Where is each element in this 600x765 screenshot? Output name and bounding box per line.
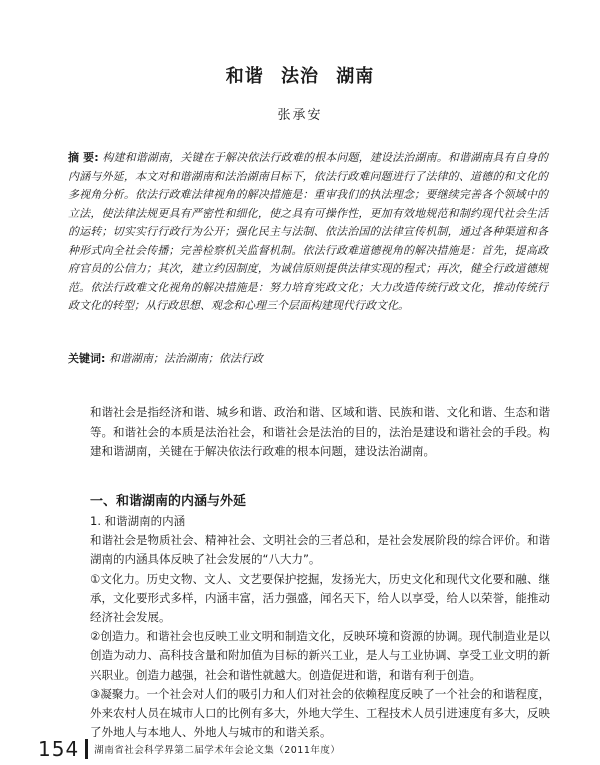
body-paragraph: ②创造力。和谐社会也反映工业文明和制造文化，反映环境和资源的协调。现代制造业是以创造为动力、高科技含量和附加值为目标的新兴工业，是人与工业协调、享受工业文明的新兴职业。创造力越强，社会和谐性就越大。创造促进和谐，和谐有利于创造。 xyxy=(90,629,550,682)
body-paragraph: ③凝聚力。一个社会对人们的吸引力和人们对社会的依赖程度反映了一个社会的和谐程度，外来农村人员在城市人口的比例有多大，外地大学生、工程技术人员引进速度有多大，反映了外地人与本地人、外地人与城市的和谐关系。 xyxy=(90,686,550,740)
intro-text: 和谐社会是指经济和谐、城乡和谐、政治和谐、区域和谐、民族和谐、文化和谐、生态和谐等。和谐社会的本质是法治社会，和谐社会是法治的目的，法治是建设和谐社会的手段。构建和谐湖南，关键在于解决依法行政难的根本问题，建设法治湖南。 xyxy=(90,405,550,458)
subsection-heading: 1. 和谐湖南的内涵 xyxy=(90,514,186,528)
page-footer xyxy=(38,737,340,761)
intro-paragraph xyxy=(90,403,550,462)
keywords xyxy=(68,350,548,368)
journal-name: 湖南省社会科学界第二届学术年会论文集（2011年度） xyxy=(94,745,341,756)
section-heading: 一、和谐湖南的内涵与外延 xyxy=(90,494,247,509)
section-body xyxy=(90,512,550,742)
body-paragraph: ①文化力。历史文物、文人、文艺要保护挖掘，发扬光大，历史文化和现代文化要和融、继承，文化要形式多样，内涵丰富，活力强盛，闻名天下，给人以享受，给人以荣誉，能推动经济社会发展。 xyxy=(90,571,550,625)
abstract-label: 摘 要: xyxy=(68,151,99,164)
article-title: 和谐 法治 湖南 xyxy=(225,66,375,87)
keywords-text: 和谐湖南；法治湖南；依法行政 xyxy=(108,352,263,365)
abstract-text: 构建和谐湖南，关键在于解决依法行政难的根本问题，建设法治湖南。和谐湖南具有自身的内涵与外延，本文对和谐湖南和法治湖南目标下，依法行政难问题进行了法律的、道德的和文化的多视角分析。依法行政难法律视角的解决措施是：重审我们的执法理念；要继续完善各个领域中的立法，使法律法规更具有严密性和细化，使之具有可操作性，更加有效地规范和制约现代社会生活的运转；切实实行行政行为公开；强化民主与法制、依法治国的法律宣传机制，通过各种渠道和各种形式向全社会传播；完善检察机关监督机制。依法行政难道德视角的解决措施是：首先，提高政府官员的公信力；其次，建立约因制度，为诚信原则提供法律实现的程式；再次，健全行政道德规范。依法行政难文化视角的解决措施是：努力培育宪政文化；大力改造传统行政文化，推动传统行政文化的转型；从行政思想、观念和心理三个层面构建现代行政文化。 xyxy=(68,151,549,312)
abstract xyxy=(68,149,548,316)
body-paragraph: 和谐社会是物质社会、精神社会、文明社会的三者总和，是社会发展阶段的综合评价。和谐湖南的内涵具体反映了社会发展的“八大力”。 xyxy=(90,533,550,567)
keywords-label: 关键词: xyxy=(68,352,106,365)
footer-divider xyxy=(85,739,88,759)
page-number: 154 xyxy=(38,737,80,761)
article-author: 张承安 xyxy=(277,108,323,123)
